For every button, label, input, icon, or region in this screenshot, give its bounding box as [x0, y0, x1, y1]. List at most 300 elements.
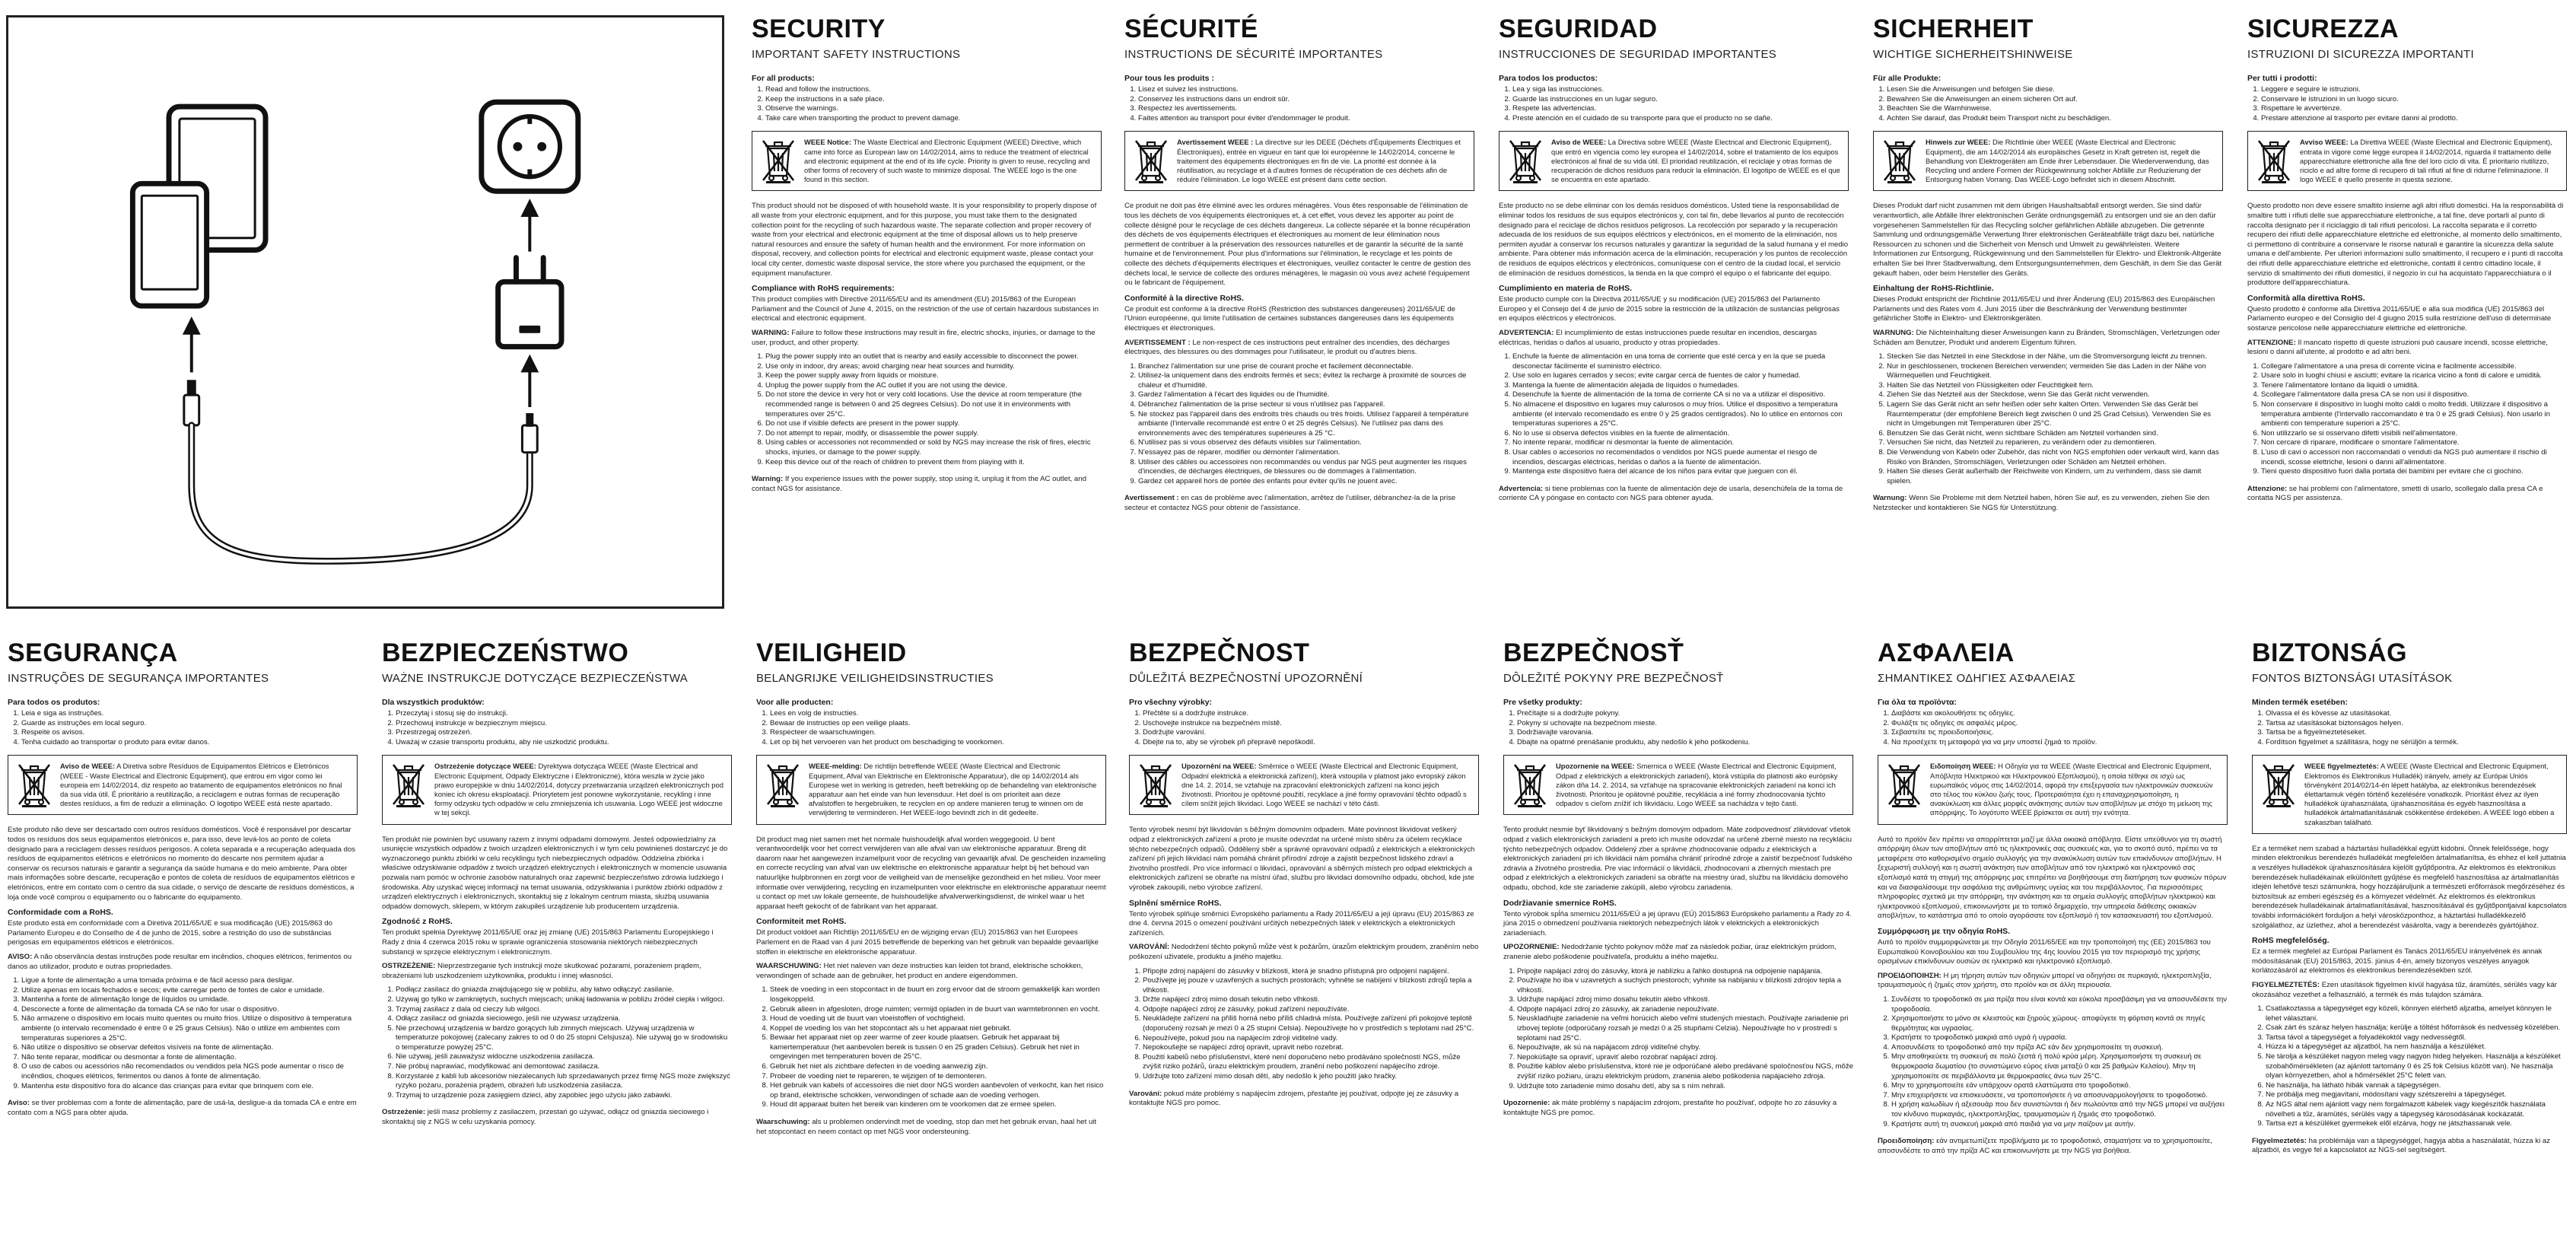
- list-item: 1. Branchez l'alimentation sur une prise de courant proche et facilement déconnectable.: [1138, 362, 1474, 372]
- warning-label: WARNING:: [752, 328, 790, 337]
- list-item: 1. Csatlakoztassa a tápegységet egy közeli, könnyen elérhető aljzatba, amelyet könnyen le lehet választani.: [2266, 1004, 2567, 1023]
- closing-warning-text: se tiver problemas com a fonte de alimentação, pare de usá-la, desligue-a da tomada CA e entre em contato com a NGS para obter ajuda.: [8, 1099, 357, 1117]
- arrow-up-icon: [520, 199, 539, 251]
- list-item: 8. Utiliser des câbles ou accessoires non recommandés ou vendus par NGS peut augmenter les risques d'incendies, de décharges électriques, de blessures ou de dommages à l'alimentation.: [1138, 458, 1474, 477]
- list-item: 1. Lea y siga las instrucciones.: [1512, 85, 1849, 95]
- warnings-list: [1499, 352, 1849, 477]
- disposal-paragraph: Dit product mag niet samen met het normale huishoudelijk afval worden weggegooid. U bent verantwoordelijk voor het correct verwijderen van alle afval van uw elektronische apparatuur. Breng dit daarom naar het aangewezen inzamelpunt voor de recycling van gevaarlijk afval. De gescheiden inzameling en correcte recycling van afval van uw elektrische en elektronische apparatuur helpt bij het behoud van natuurlijke hulpbronnen en zorgt voor de veiligheid van de menselijke gezondheid en het milieu. Voor meer informatie over verwijdering, recycling en inzamelpunten voor elektrische en elektronische apparatuur neemt u contact op met uw lokale gemeente, de huishoudelijke afvalverwerkingsdienst, de winkel waar u het apparaat heeft gekocht of de fabrikant van het apparaat.: [756, 835, 1106, 911]
- list-item: 7. Μην επιχειρήσετε να επισκευάσετε, να τροποποιήσετε ή να αποσυναρμολογήσετε το τροφοδοτικό.: [1891, 1091, 2228, 1101]
- weee-notice-label: Ostrzeżenie dotyczące WEEE:: [434, 762, 536, 771]
- warning-text: Le non-respect de ces instructions peut entraîner des incendies, des décharges électriques, des blessures ou des dommages pour l'utilisateur, le produit ou d'autres biens.: [1124, 338, 1450, 357]
- list-item: 7. Ne próbálja meg megjavítani, módosítani vagy szétszerelni a tápegységet.: [2266, 1090, 2567, 1100]
- list-item: 6. Non utilizzarlo se si osservano difetti visibili nell'alimentatore.: [2261, 429, 2567, 439]
- warning-text: Η μη τήρηση αυτών των οδηγιών μπορεί να οδηγήσει σε πυρκαγιά, ηλεκτροπληξία, τραυματισμούς ή ζημιές στον χρήστη, στο προϊόν και σε άλλη περιουσία.: [1878, 971, 2212, 990]
- list-item: 1. Připojte zdroj napájení do zásuvky v blízkosti, která je snadno přístupná pro odpojení napájení.: [1143, 967, 1479, 977]
- weee-notice-box: [2252, 755, 2567, 833]
- list-item: 2. Používajte ho iba v uzavretých a suchých priestoroch; vyhnite sa nabíjaniu v blízkosti zdrojov tepla a vlhkosti.: [1517, 976, 1853, 995]
- all-products-heading: Minden termék esetében:: [2252, 698, 2349, 707]
- crossed-bin-icon: [1881, 138, 1918, 183]
- warning-text: Nieprzestrzeganie tych instrukcji może skutkować pożarami, porażeniem prądem, obrażeniami lub uszkodzeniem użytkownika, produktu i innej własności.: [382, 962, 701, 980]
- list-item: 6. Nie używaj, jeśli zauważysz widoczne uszkodzenia zasilacza.: [396, 1052, 732, 1062]
- list-item: 2. Χρησιμοποιήστε το μόνο σε κλειστούς και ξηρούς χώρους· αποφύγετε τη φόρτιση κοντά σε πηγές θερμότητας και υγρασίας.: [1891, 1014, 2228, 1033]
- language-section-nl: [756, 638, 1106, 1231]
- rohs-heading: Cumplimiento en materia de RoHS.: [1499, 284, 1633, 294]
- list-item: 8. Usar cables o accesorios no recomendados o vendidos por NGS puede aumentar el riesgo de incendios, descargas eléctricas, heridas o daños a la fuente de alimentación.: [1512, 448, 1849, 467]
- warning-text: El incumplimiento de estas instrucciones puede resultar en incendios, descargas eléctricas, heridas o daños al usuario, producto y otras propiedades.: [1499, 328, 1818, 347]
- list-item: 2. Pokyny si uchovajte na bezpečnom mieste.: [1517, 719, 1853, 729]
- list-item: 2. Guarde as instruções em local seguro.: [21, 719, 358, 729]
- closing-warning-text: jeśli masz problemy z zasilaczem, przestań go używać, odłącz od gniazda sieciowego i skontaktuj się z NGS w celu uzyskania pomocy.: [382, 1108, 709, 1127]
- list-item: 7. N'essayez pas de réparer, modifier ou démonter l'alimentation.: [1138, 448, 1474, 458]
- list-item: 4. Take care when transporting the product to prevent damage.: [765, 114, 1102, 124]
- list-item: 2. Nur in geschlossenen, trockenen Bereichen verwenden; vermeiden Sie das Laden in der Nähe von Wärmequellen und Feuchtigkeit.: [1887, 362, 2223, 381]
- list-item: 2. Conservez les instructions dans un endroit sûr.: [1138, 95, 1474, 105]
- closing-warning-label: Varování:: [1129, 1089, 1162, 1098]
- list-item: 2. Uschovejte instrukce na bezpečném místě.: [1143, 719, 1479, 729]
- weee-notice-body: A WEEE (Waste Electrical and Electronic Equipment, Elektromos és Elektronikus Hulladék) irányelv, amely az Európai Uniós törvényként 2014/02/14-én lépett hatályba, az elektronikus berendezések élettartamuk végén történő kezelésére vonatkozik. Prioritást élvez az ilyen hulladékok újrahasználata, újrahasznosítása és egyéb hasznosítása a hulladékok ártalmatlanításának csökkentése érdekében. A WEEE logó ebben a szakaszban található.: [2304, 762, 2555, 826]
- weee-notice-text: [1930, 762, 2219, 817]
- weee-notice-text: [60, 762, 349, 808]
- list-item: 6. Ne használja, ha látható hibák vannak a tápegységen.: [2266, 1081, 2567, 1091]
- list-item: 5. Bewaar het apparaat niet op zeer warme of zeer koude plaatsen. Gebruik het apparaat bij kamertemperatuur (het aanbevolen bereik is tussen 0 en 25 graden Celsius). Gebruik het niet in omgevingen met temperaturen boven de 25°C.: [770, 1033, 1106, 1062]
- closing-warning-label: Waarschuwing:: [756, 1118, 810, 1127]
- list-item: 1. Plug the power supply into an outlet that is nearby and easily accessible to disconnect the power.: [765, 352, 1102, 362]
- weee-notice-label: WEEE-melding:: [809, 762, 862, 771]
- warnings-list: [1503, 967, 1853, 1092]
- all-products-list: [1499, 85, 1849, 123]
- rohs-paragraph: Questo prodotto è conforme alla Direttiva 2011/65/UE e alla sua modifica (UE) 2015/863 del Parlamento europeo e del Consiglio del 4 giugno 2015 sulla restrizione dell'uso di determinate sostanze pericolose nelle apparecchiature elettriche ed elettroniche.: [2247, 304, 2552, 333]
- list-item: 3. Gardez l'alimentation à l'écart des liquides ou de l'humidité.: [1138, 390, 1474, 400]
- all-products-list: [756, 709, 1106, 747]
- list-item: 3. Udržujte napájací zdroj mimo dosahu tekutín alebo vlhkosti.: [1517, 995, 1853, 1005]
- rohs-heading: Compliance with RoHS requirements:: [752, 284, 895, 294]
- disposal-paragraph: Tento výrobek nesmí být likvidován s běžným domovním odpadem. Máte povinnost likvidovat veškerý odpad z elektronických zařízení a proto je musíte odevzdat na určené místo sběru za účelem recyklace těchto nebezpečných odpadů. Oddělený sběr a správné opravování odpadů z elektrických a elektronických zařízení při jejich likvidaci nám pomáhá chránit přírodní zdroje a zajistit bezpečnost lidského zdraví a životního prostředí. Pro více informací o likvidaci, opravování a sběrných místech pro odpad elektrických a elektronických zařízení se obraťte na místní úřad, službu pro likvidaci domovního odpadu, obchod, kde jste výrobek zakoupili, nebo výrobce zařízení.: [1129, 826, 1475, 892]
- warning-text: Nedodržanie týchto pokynov môže mať za následok požiar, úraz elektrickým prúdom, zranenie alebo poškodenie používateľa, produktu a iného majetku.: [1503, 943, 1837, 961]
- warning-text: Nedodržení těchto pokynů může vést k požárům, úrazům elektrickým proudem, zraněním nebo poškození uživatele, produktu a jiného majetku.: [1129, 943, 1479, 961]
- list-item: 4. Fordítson figyelmet a szállításra, hogy ne sérüljön a termék.: [2266, 738, 2567, 748]
- list-item: 5. Non conservare il dispositivo in luoghi molto caldi o molto freddi. Utilizzare il dispositivo a temperatura ambiente (l'intervallo raccomandato è tra 0 e 25 gradi Celsius). Non usarlo in ambienti con temperature superiori a 25°C.: [2261, 400, 2567, 429]
- all-products-heading: Για όλα τα προϊόντα:: [1878, 698, 1957, 707]
- list-item: 8. Die Verwendung von Kabeln oder Zubehör, das nicht von NGS empfohlen oder verkauft wird, kann das Risiko von Bränden, Stromschlägen, Verletzungen oder Schäden am Netzteil erhöhen.: [1887, 448, 2223, 467]
- weee-notice-body: A Diretiva sobre Resíduos de Equipamentos Elétricos e Eletrónicos (WEEE - Waste Electrical and Electronic Equipment), que entrou em vigor como lei europeia em 14/02/2014, diz respeito ao tratamento de equipamentos eletrónicos no final da sua vida útil. É prioritário a reutilização, a reciclagem e outras formas de recuperação destes resíduos, a fim de reduzir a eliminação. O logotipo WEEE está neste apartado.: [60, 762, 342, 808]
- closing-warning: [1499, 485, 1849, 504]
- list-item: 5. Nie przechowuj urządzenia w bardzo gorących lub zimnych miejscach. Używaj urządzenia w temperaturze pokojowej (zalecany zakres to od 0 do 25 stopni Celsjusza). Nie używaj go w środowisku o temperaturze powyżej 25°C.: [396, 1024, 732, 1053]
- list-item: 5. Lagern Sie das Gerät nicht an sehr heißen oder sehr kalten Orten. Verwenden Sie das Gerät bei Raumtemperatur (der empfohlene Bereich liegt zwischen 0 und 25 Grad Celsius). Verwenden Sie es nicht in Umgebungen mit Temperaturen über 25°C.: [1887, 400, 2223, 429]
- weee-notice-body: Směrnice o WEEE (Waste Electrical and Electronic Equipment, Odpadní elektrická a elektronická zařízení), která vstoupila v platnost jako evropský zákon dne 14. 2. 2014, se vztahuje na zpracování elektronických zařízení na konci jejich životnosti. Prioritou je opětovné použití, recyklace a jiné formy opravování těchto odpadů s cílem snížit jejich likvidaci. Logo WEEE se nachází v této části.: [1181, 762, 1467, 808]
- closing-warning: [382, 1108, 732, 1127]
- list-item: 4. Preste atención en el cuidado de su transporte para que el producto no se dañe.: [1512, 114, 1849, 124]
- list-item: 7. Non cercare di riparare, modificare o smontare l'alimentatore.: [2261, 438, 2567, 448]
- warning-paragraph: [2247, 339, 2567, 358]
- closing-warning-text: si tiene problemas con la fuente de alimentación deje de usarla, desenchúfela de la toma de corriente CA y póngase en contacto con NGS para obtener ayuda.: [1499, 484, 1843, 503]
- list-item: 4. Desconecte a fonte de alimentação da tomada CA se não for usar o dispositivo.: [21, 1005, 358, 1015]
- list-item: 1. Przeczytaj i stosuj się do instrukcji.: [396, 709, 732, 719]
- warning-text: Failure to follow these instructions may result in fire, electric shocks, injuries, or damage to the user, product, and other property.: [752, 328, 1096, 347]
- connection-diagram: [6, 15, 724, 609]
- section-title: SEGURANÇA: [8, 638, 178, 667]
- weee-notice-label: Avviso WEEE:: [2300, 138, 2349, 147]
- section-subtitle: INSTRUCCIONES DE SEGURIDAD IMPORTANTES: [1499, 48, 1777, 61]
- list-item: 2. Guarde las instrucciones en un lugar seguro.: [1512, 95, 1849, 105]
- list-item: 1. Διαβάστε και ακολουθήστε τις οδηγίες.: [1891, 709, 2228, 719]
- list-item: 3. Beachten Sie die Warnhinweise.: [1887, 104, 2223, 114]
- list-item: 1. Lees en volg de instructies.: [770, 709, 1106, 719]
- warning-paragraph: [1124, 339, 1474, 358]
- list-item: 2. Gebruik alleen in afgesloten, droge ruimten; vermijd opladen in de buurt van warmtebronnen en vocht.: [770, 1005, 1106, 1015]
- closing-warning-text: se hai problemi con l'alimentatore, smetti di usarlo, scollegalo dalla presa CA e contatta NGS per assistenza.: [2247, 484, 2543, 503]
- closing-warning-label: Warnung:: [1873, 494, 1907, 503]
- list-item: 9. Tieni questo dispositivo fuori dalla portata dei bambini per evitare che ci giochino.: [2261, 467, 2567, 477]
- warning-label: ATTENZIONE:: [2247, 338, 2296, 347]
- warnings-list: [1124, 362, 1474, 487]
- list-item: 4. Unplug the power supply from the AC outlet if you are not using the device.: [765, 381, 1102, 391]
- charger-icon: [498, 258, 561, 347]
- all-products-list: [1129, 709, 1479, 747]
- closing-warning: [1124, 494, 1474, 513]
- all-products-list: [2252, 709, 2567, 747]
- closing-warning: [1873, 494, 2223, 513]
- list-item: 4. Dbejte na to, aby se výrobek při přepravě nepoškodil.: [1143, 738, 1479, 748]
- list-item: 4. Odpojte napájací zdroj zo zásuvky, ak zariadenie nepoužívate.: [1517, 1005, 1853, 1015]
- list-item: 2. Use only in indoor, dry areas; avoid charging near heat sources and humidity.: [765, 362, 1102, 372]
- closing-warning-label: Προειδοποίηση:: [1878, 1137, 1935, 1146]
- weee-notice-text: [804, 138, 1093, 184]
- list-item: 9. Κρατήστε αυτή τη συσκευή μακριά από παιδιά για να μην παίζουν με αυτήν.: [1891, 1120, 2228, 1130]
- warning-text: Il mancato rispetto di queste istruzioni può causare incendi, scosse elettriche, lesioni o danni all'utente, al prodotto e ad altri beni.: [2247, 338, 2548, 357]
- list-item: 5. Não armazene o dispositivo em locais muito quentes ou muito frios. Utilize o dispositivo à temperatura ambiente (o intervalo recomendado é entre 0 e 25 graus Celsius). Não o utilize em ambientes com temperaturas superiores a 25°C.: [21, 1014, 358, 1043]
- section-subtitle: INSTRUÇÕES DE SEGURANÇA IMPORTANTES: [8, 672, 269, 685]
- rohs-heading: Conformité à la directive RoHS.: [1124, 293, 1244, 303]
- list-item: 3. Trzymaj zasilacz z dala od cieczy lub wilgoci.: [396, 1005, 732, 1015]
- warning-paragraph: [1873, 329, 2223, 348]
- all-products-heading: For all products:: [752, 74, 815, 83]
- language-section-el: [1878, 638, 2228, 1231]
- all-products-list: [1873, 85, 2223, 123]
- list-item: 3. Keep the power supply away from liquids or moisture.: [765, 371, 1102, 381]
- crossed-bin-icon: [2260, 762, 2297, 807]
- rohs-paragraph: Este producto cumple con la Directiva 2011/65/UE y su modificación (UE) 2015/863 del Parlamento Europeo y el Consejo del 4 de junio de 2015 sobre la restricción de la utilización de sustancias peligrosas en equipos eléctricos y electrónicos.: [1499, 295, 1840, 323]
- list-item: 2. Bewaar de instructies op een veilige plaats.: [770, 719, 1106, 729]
- list-item: 2. Utilize apenas em locais fechados e secos; evite carregar perto de fontes de calor e umidade.: [21, 986, 358, 996]
- section-title: SICHERHEIT: [1873, 14, 2034, 43]
- list-item: 8. L'uso di cavi o accessori non raccomandati o venduti da NGS può aumentare il rischio di incendi, scosse elettriche, lesioni o danni all'alimentatore.: [2261, 448, 2567, 467]
- list-item: 3. Respecteer de waarschuwingen.: [770, 728, 1106, 738]
- warnings-list: [1878, 995, 2228, 1129]
- list-item: 2. Utilisez-la uniquement dans des endroits fermés et secs; évitez la recharge à proximité de sources de chaleur et d'humidité.: [1138, 371, 1474, 390]
- list-item: 3. Držte napájecí zdroj mimo dosah tekutin nebo vlhkosti.: [1143, 995, 1479, 1005]
- weee-notice-body: La Direttiva WEEE (Waste Electrical and Electronic Equipment), entrata in vigore come legge europea il 14/02/2014, riguarda il trattamento delle apparecchiature elettroniche alla fine del loro ciclo di vita. È prioritario riutilizzo, riciclo e ad altre forme di recupero di tali rifiuti al fine di ridurne l'eliminazione. Il logo WEEE è quello presente in questa sezione.: [2300, 138, 2552, 184]
- list-item: 8. Using cables or accessories not recommended or sold by NGS may increase the risk of fires, electric shocks, injuries, or damage to the power supply.: [765, 438, 1102, 457]
- warning-paragraph: [1878, 972, 2228, 991]
- rohs-paragraph: Dit product voldoet aan Richtlijn 2011/65/EU en de wijziging ervan (EU) 2015/863 van het Europees Parlement en de Raad van 4 juni 2015 betreffende de beperking van het gebruik van bepaalde gevaarlijke stoffen in elektrische en elektronische apparatuur.: [756, 928, 1099, 956]
- disposal-paragraph: This product should not be disposed of with household waste. It is your responsibility to properly dispose of all waste from your electronic equipment, and for this purpose, you must take them to the designated collection point for the recycling of such hazardous waste. The separate collection and proper recovery of waste from your electrical and electronic equipment at the time of disposal allows us to help preserve natural resources and ensure the safety of human health and the environment. For more information on disposal, recovery, and collection points for electrical and electronic equipment waste, please contact your local city center, domestic waste disposal service, the store where you purchased the equipment, or the equipment manufacturer.: [752, 202, 1097, 278]
- section-title: BIZTONSÁG: [2252, 638, 2408, 667]
- rohs-heading: RoHS megfelelőség.: [2252, 936, 2330, 946]
- closing-warning: [2252, 1137, 2567, 1156]
- weee-notice-body: Die Richtlinie über WEEE (Waste Electrical and Electronic Equipment), die am 14/02/2014 als europäisches Gesetz in Kraft getreten ist, regelt die Behandlung von Elektrogeräten am Ende ihrer Lebensdauer. Die Wiederverwendung, das Recycling und andere Formen der Rückgewinnung solcher Abfälle zur Reduzierung der Entsorgung haben Vorrang. Das WEEE-Logo befindet sich in diesem Abschnitt.: [1926, 138, 2209, 184]
- all-products-list: [1124, 85, 1474, 123]
- weee-notice-box: [756, 755, 1106, 824]
- wall-socket-icon: [482, 102, 578, 191]
- list-item: 6. Μην το χρησιμοποιείτε εάν υπάρχουν ορατά ελαττώματα στο τροφοδοτικό.: [1891, 1081, 2228, 1091]
- section-title: BEZPEČNOST: [1129, 638, 1310, 667]
- warnings-list: [1129, 967, 1479, 1082]
- language-section-hu: [2252, 638, 2567, 1231]
- weee-notice-label: Hinweis zur WEEE:: [1926, 138, 1991, 147]
- warnings-list: [2252, 1004, 2567, 1129]
- list-item: 3. Tartsa be a figyelmeztetéseket.: [2266, 728, 2567, 738]
- warnings-list: [1873, 352, 2223, 486]
- list-item: 6. No lo use si observa defectos visibles en la fuente de alimentación.: [1512, 429, 1849, 439]
- list-item: 4. Dbajte na opatrné prenášanie produktu, aby nedošlo k jeho poškodeniu.: [1517, 738, 1853, 748]
- list-item: 8. Az NGS által nem ajánlott vagy nem forgalmazott kábelek vagy kiegészítők használata növelheti a tűz, áramütés, sérülés vagy a tápegység károsodásának kockázatát.: [2266, 1100, 2567, 1119]
- list-item: 6. N'utilisez pas si vous observez des défauts visibles sur l'alimentation.: [1138, 438, 1474, 448]
- closing-warning-text: pokud máte problémy s napájecím zdrojem, přestaňte jej používat, odpojte jej ze zásuvky a kontaktujte NGS pro pomoc.: [1129, 1089, 1459, 1108]
- all-products-list: [2247, 85, 2567, 123]
- list-item: 7. Não tente reparar, modificar ou desmontar a fonte de alimentação.: [21, 1053, 358, 1063]
- weee-notice-box: [1873, 131, 2223, 191]
- weee-notice-text: [1551, 138, 1840, 184]
- list-item: 9. Gardez cet appareil hors de portée des enfants pour éviter qu'ils ne jouent avec.: [1138, 477, 1474, 487]
- crossed-bin-icon: [1137, 762, 1174, 807]
- list-item: 4. Prestare attenzione al trasporto per evitare danni al prodotto.: [2261, 114, 2567, 124]
- weee-notice-body: La Directiva sobre WEEE (Waste Electrical and Electronic Equipment), que entró en vigencia como ley europea el 14/02/2014, sobre el tratamiento de los equipos electrónicos al final de su vida útil. El prioridad reutilización, el reciclaje y otras formas de recuperación de dichos residuos para reducir la eliminación. El logotipo de WEEE es el que se encuentra en este apartado.: [1551, 138, 1840, 184]
- all-products-list: [1503, 709, 1853, 747]
- list-item: 1. Leia e siga as instruções.: [21, 709, 358, 719]
- list-item: 9. Mantenha este dispositivo fora do alcance das crianças para evitar que brinquem com ele.: [21, 1082, 358, 1092]
- list-item: 9. Houd dit apparaat buiten het bereik van kinderen om te voorkomen dat ze ermee spelen.: [770, 1100, 1106, 1110]
- section-subtitle: WICHTIGE SICHERHEITSHINWEISE: [1873, 48, 2073, 61]
- list-item: 3. Dodržiavajte varovania.: [1517, 728, 1853, 738]
- rohs-paragraph: Dieses Produkt entspricht der Richtlinie 2011/65/EU und ihrer Änderung (EU) 2015/863 des Europäischen Parlaments und des Rates vom 4. Juni 2015 über die Beschränkung der Verwendung bestimmter gefährlicher Stoffe in Elektro- und Elektronikgeräten.: [1873, 295, 2215, 323]
- list-item: 2. Use solo en lugares cerrados y secos; evite cargar cerca de fuentes de calor y humedad.: [1512, 371, 1849, 381]
- list-item: 1. Prečítajte si a dodržujte pokyny.: [1517, 709, 1853, 719]
- weee-notice-box: [8, 755, 358, 815]
- section-subtitle: ISTRUZIONI DI SICUREZZA IMPORTANTI: [2247, 48, 2474, 61]
- list-item: 3. Tenere l'alimentatore lontano da liquidi o umidità.: [2261, 381, 2567, 391]
- rohs-paragraph: This product complies with Directive 2011/65/EU and its amendment (EU) 2015/863 of the European Parliament and the Council of June 4, 2015, on the restriction of the use of certain hazardous substances in electrical and electronic equipment.: [752, 295, 1099, 323]
- rohs-paragraph: Tento výrobek splňuje směrnici Evropského parlamentu a Rady 2011/65/EU a její úpravu (EU) 2015/863 ze dne 4. června 2015 o omezení používání určitých nebezpečných látek v elektrických a elektronických zařízeních.: [1129, 909, 1474, 937]
- all-products-heading: Dla wszystkich produktów:: [382, 698, 485, 707]
- closing-warning-label: Attenzione:: [2247, 484, 2288, 493]
- list-item: 4. Odpojte napájecí zdroj ze zásuvky, pokud zařízení nepoužíváte.: [1143, 1005, 1479, 1015]
- rohs-heading: Conformidade com a RoHS.: [8, 908, 113, 918]
- closing-warning: [2247, 485, 2567, 504]
- warnings-list: [382, 985, 732, 1100]
- list-item: 4. Koppel de voeding los van het stopcontact als u het apparaat niet gebruikt.: [770, 1024, 1106, 1034]
- section-title: SEGURIDAD: [1499, 14, 1658, 43]
- closing-warning-text: Wenn Sie Probleme mit dem Netzteil haben, hören Sie auf, es zu verwenden, ziehen Sie den Netzstecker und kontaktieren Sie NGS für Unterstützung.: [1873, 494, 2210, 513]
- weee-notice-box: [1499, 131, 1849, 191]
- rohs-paragraph: Este produto está em conformidade com a Diretiva 2011/65/UE e sua modificação (UE) 2015/863 do Parlamento Europeu e do Conselho de 4 de junho de 2015, sobre a restrição do uso de substâncias perigosas em equipamentos elétricos e eletrónicos.: [8, 919, 332, 947]
- warnings-list: [752, 352, 1102, 467]
- weee-notice-body: The Waste Electrical and Electronic Equipment (WEEE) Directive, which came into force as European law on 14/02/2014, aims to reduce the treatment of electrical and electronic equipment at the end of its life cycle. Priority is given to reuse, recycling and other forms of recovery of such waste to minimize disposal. The WEEE logo is the one found in this section.: [804, 138, 1090, 184]
- all-products-heading: Para todos os produtos:: [8, 698, 100, 707]
- language-section-sk: [1503, 638, 1853, 1231]
- weee-notice-label: Ειδοποίηση WEEE:: [1930, 762, 1996, 771]
- list-item: 1. Lesen Sie die Anweisungen und befolgen Sie diese.: [1887, 85, 2223, 95]
- all-products-heading: Pour tous les produits :: [1124, 74, 1214, 83]
- list-item: 9. Keep this device out of the reach of children to prevent them from playing with it.: [765, 458, 1102, 468]
- weee-notice-label: Aviso de WEEE:: [1551, 138, 1607, 147]
- list-item: 8. Použití kabelů nebo příslušenství, které není doporučeno nebo prodáváno společností NGS, může zvýšit riziko požárů, úrazu elektrickým proudem, zranění nebo poškození napájecího zdroje.: [1143, 1053, 1479, 1072]
- section-title: BEZPIECZEŃSTWO: [382, 638, 629, 667]
- section-subtitle: INSTRUCTIONS DE SÉCURITÉ IMPORTANTES: [1124, 48, 1383, 61]
- list-item: 1. Steek de voeding in een stopcontact in de buurt en zorg ervoor dat de stroom gemakkelijk kan worden losgekoppeld.: [770, 985, 1106, 1004]
- language-section-de: [1873, 14, 2223, 607]
- list-item: 3. Respeite os avisos.: [21, 728, 358, 738]
- list-item: 4. Faites attention au transport pour éviter d'endommager le produit.: [1138, 114, 1474, 124]
- list-item: 4. Αποσυνδέστε το τροφοδοτικό από την πρίζα AC εάν δεν χρησιμοποιείτε τη συσκευή.: [1891, 1043, 2228, 1053]
- rohs-paragraph: Ce produit est conforme à la directive RoHS (Restriction des substances dangereuses) 2011/65/UE de l'Union européenne, qui limite l'utilisation de certaines substances dangereuses dans les équipements électriques et électroniques.: [1124, 304, 1455, 333]
- warning-label: OSTRZEŻENIE:: [382, 962, 436, 971]
- list-item: 1. Συνδέστε το τροφοδοτικό σε μια πρίζα που είναι κοντά και εύκολα προσβάσιμη για να αποσυνδέσετε την τροφοδοσία.: [1891, 995, 2228, 1014]
- rohs-paragraph: Ten produkt spełnia Dyrektywę 2011/65/UE oraz jej zmianę (UE) 2015/863 Parlamentu Europejskiego i Rady z dnia 4 czerwca 2015 roku w sprawie ograniczenia stosowania niektórych niebezpiecznych substancji w sprzęcie elektrycznym i elektronicznym.: [382, 928, 714, 956]
- closing-warning: [1878, 1137, 2228, 1156]
- closing-warning-label: Avertissement :: [1124, 494, 1179, 503]
- list-item: 1. Stecken Sie das Netzteil in eine Steckdose in der Nähe, um die Stromversorgung leicht zu trennen.: [1887, 352, 2223, 362]
- list-item: 6. Não utilize o dispositivo se observar defeitos visíveis na fonte de alimentação.: [21, 1043, 358, 1053]
- warning-label: ADVERTENCIA:: [1499, 328, 1554, 337]
- list-item: 1. Lisez et suivez les instructions.: [1138, 85, 1474, 95]
- list-item: 5. Ne tárolja a készüléket nagyon meleg vagy nagyon hideg helyeken. Használja a készüléket szobahőmérsékleten (az ajánlott tartomány 0 és 25 fok Celsius között van). Ne használja olyan környezetben, ahol a hőmérséklet 25°C felett van.: [2266, 1052, 2567, 1081]
- list-item: 4. Scollegare l'alimentatore dalla presa CA se non usi il dispositivo.: [2261, 390, 2567, 400]
- warning-label: AVISO:: [8, 952, 33, 961]
- disposal-paragraph: Ez a terméket nem szabad a háztartási hulladékkal együtt kidobni. Önnek felelőssége, hogy minden elektronikus berendezés hulladékát megfelelően ártalmatlanítsa, és ehhez el kell juttatnia a veszélyes hulladékok újrahasznosítására kijelölt gyűjtőpontra. Az elektromos és elektronikus berendezések hulladékainak elkülönített gyűjtése és megfelelő hasznosítása az ártalmatlanítás idején lehetővé teszi számunkra, hogy hozzájáruljunk a természeti erőforrások megőrzéséhez és biztosítsuk az emberi egészség és a környezet védelmét. Az elektromos és elektronikus berendezések hulladékainak ártalmatlanításával, hasznosításával és gyűjtőpontjaival kapcsolatos további információkért forduljon a helyi városközponthoz, a háztartási hulladékkezelő szolgálathoz, az üzlethez, ahol a berendezést vásárolta, vagy a berendezés gyártójához.: [2252, 844, 2567, 930]
- closing-warning-label: Warning:: [752, 475, 784, 484]
- closing-warning: [752, 475, 1102, 494]
- crossed-bin-icon: [1133, 138, 1169, 183]
- disposal-paragraph: Αυτό το προϊόν δεν πρέπει να απορρίπτεται μαζί με άλλα οικιακά απόβλητα. Είστε υπεύθυνοι για τη σωστή απόρριψη όλων των αποβλήτων από τις ηλεκτρονικές σας συσκευές και, για το σκοπό αυτό, πρέπει να τα μεταφέρετε στο καθορισμένο σημείο συλλογής για την ανακύκλωση αυτών των επικίνδυνων αποβλήτων. Η ξεχωριστή συλλογή και η σωστή ανάκτηση των αποβλήτων από τον ηλεκτρικό και ηλεκτρονικό σας εξοπλισμό κατά τη στιγμή της απόρριψης μας επιτρέπει να βοηθήσουμε στη διατήρηση των φυσικών πόρων και να διασφαλίσουμε την ασφάλεια της ανθρώπινης υγείας και του περιβάλλοντος. Για περισσότερες πληροφορίες σχετικά με την απόρριψη, την ανάκτηση και τα σημεία συλλογής αποβλήτων ηλεκτρικού και ηλεκτρονικού εξοπλισμού, επικοινωνήστε με το τοπικό δημαρχείο, την υπηρεσία διάθεσης οικιακών αποβλήτων, το κατάστημα από το οποίο αγοράσατε τον εξοπλισμό ή τον κατασκευαστή του εξοπλισμού.: [1878, 835, 2227, 921]
- list-item: 7. No intente reparar, modificar ni desmontar la fuente de alimentación.: [1512, 438, 1849, 448]
- list-item: 3. Halten Sie das Netzteil von Flüssigkeiten oder Feuchtigkeit fern.: [1887, 381, 2223, 391]
- list-item: 2. Przechowuj instrukcje w bezpiecznym miejscu.: [396, 719, 732, 729]
- list-item: 3. Σεβαστείτε τις προειδοποιήσεις.: [1891, 728, 2228, 738]
- weee-notice-box: [1124, 131, 1474, 191]
- all-products-list: [382, 709, 732, 747]
- disposal-paragraph: Ten produkt nie powinien być usuwany razem z innymi odpadami domowymi. Jesteś odpowiedzialny za usunięcie wszystkich odpadów z twoich urządzeń elektronicznych i w tym celu powinieneś dostarczyć je do wyznaczonego punktu zbiórki w celu recyklingu tych niebezpiecznych odpadów. Oddzielna zbiórka i właściwe odzyskiwanie odpadów z twoich urządzeń elektrycznych i elektronicznych w momencie usuwania pozwala nam pomóc w ochronie zasobów naturalnych oraz zapewnić bezpieczeństwo zdrowia ludzkiego i środowiska. Aby uzyskać więcej informacji na temat usuwania, odzyskiwania i punktów zbiórki odpadów z urządzeń elektrycznych i elektronicznych, skontaktuj się z lokalnym centrum miasta, służbą usuwania odpadów domowych, sklepem, w którym zakupiłeś urządzenie lub producentem urządzenia.: [382, 835, 728, 911]
- weee-notice-label: Upozornění na WEEE:: [1181, 762, 1257, 771]
- list-item: 6. Nepoužívajte, ak sú na napájacom zdroji viditeľné chyby.: [1517, 1043, 1853, 1053]
- all-products-heading: Für alle Produkte:: [1873, 74, 1942, 83]
- list-item: 9. Halten Sie dieses Gerät außerhalb der Reichweite von Kindern, um zu verhindern, dass sie damit spielen.: [1887, 467, 2223, 486]
- list-item: 9. Udržujte toto zařízení mimo dosah dětí, aby nedošlo k jeho použití jako hračky.: [1143, 1072, 1479, 1082]
- crossed-bin-icon: [760, 138, 797, 183]
- section-subtitle: WAŻNE INSTRUKCJE DOTYCZĄCE BEZPIECZEŃSTWA: [382, 672, 689, 685]
- list-item: 8. Η χρήση καλωδίων ή αξεσουάρ που δεν συνιστώνται ή δεν πωλούνται από την NGS μπορεί να αυξήσει τον κίνδυνο πυρκαγιάς, ηλεκτροπληξίας, τραυματισμών ή ζημιάς στο τροφοδοτικό.: [1891, 1100, 2228, 1119]
- weee-notice-body: Dyrektywa dotycząca WEEE (Waste Electrical and Electronic Equipment, Odpady Elektryczne i Elektroniczne), która weszła w życie jako prawo europejskie w dniu 14/02/2014, dotyczy przetwarzania urządzeń elektronicznych pod koniec ich okresu eksploatacji. Priorytetem jest ponowne wykorzystanie, recykling i inne formy odzysku tych odpadów w celu zmniejszenia ich usuwania. Logo WEEE jest widoczne w tej sekcji.: [434, 762, 724, 817]
- list-item: 4. Húzza ki a tápegységet az aljzatból, ha nem használja a készüléket.: [2266, 1042, 2567, 1052]
- section-subtitle: ΣΗΜΑΝΤΙΚΕΣ ΟΔΗΓΙΕΣ ΑΣΦΑΛΕΙΑΣ: [1878, 672, 2076, 685]
- list-item: 9. Tartsa ezt a készüléket gyermekek elől elzárva, hogy ne játszhassanak vele.: [2266, 1119, 2567, 1129]
- closing-warning-label: Advertencia:: [1499, 484, 1544, 493]
- disposal-paragraph: Ce produit ne doit pas être éliminé avec les ordures ménagères. Vous êtes responsable de l'élimination de tous les déchets de vos équipements électroniques et, à cet effet, vous devez les apporter au point de collecte désigné pour le recyclage de ces déchets dangereux. La collecte séparée et la bonne récupération des déchets de vos équipements électriques et électroniques au moment de leur élimination nous permettent de contribuer à la préservation des ressources naturelles et de garantir la sécurité de la santé humaine et de l'environnement. Pour plus d'informations sur l'élimination, le recyclage et les points de collecte des déchets d'équipements électriques et électroniques, veuillez contacter le centre de gestion des déchets local, le service de collecte des ordures ménagères, le magasin où vous avez acheté l'équipement ou le fabricant de l'équipement.: [1124, 202, 1471, 288]
- list-item: 7. Nie próbuj naprawiać, modyfikować ani demontować zasilacza.: [396, 1062, 732, 1072]
- disposal-paragraph: Este producto no se debe eliminar con los demás residuos domésticos. Usted tiene la responsabilidad de eliminar todos los residuos de sus equipos electrónicos y, con tal fin, debe llevarlos al punto de recolección designado para el reciclaje de dichos residuos peligrosos. La recolección por separado y la recuperación adecuada de los residuos de sus equipos eléctricos y electrónicos, en el momento de la eliminación, nos permiten ayudar a conservar los recursos naturales y garantizar la seguridad de la salud humana y el medio ambiente. Para obtener más información acerca de la eliminación, recuperación y los puntos de recolección de residuos de equipos eléctricos y electrónicos, comuníquese con el centro de la ciudad local, el servicio de eliminación de residuos domésticos, la tienda en la que compró el equipo o el fabricante del equipo.: [1499, 202, 1849, 278]
- cable-connector-icon: [522, 413, 537, 453]
- list-item: 5. Do not store the device in very hot or very cold locations. Use the device at room temperature (the recommended range is between 0 and 25 degrees Celsius). Do not use it in environments with temperatures over 25°C.: [765, 390, 1102, 419]
- list-item: 8. Použitie káblov alebo príslušenstva, ktoré nie je odporúčané alebo predávané spoločnosťou NGS, môže zvýšiť riziko požiaru, úrazu elektrickým prúdom, zranenia alebo poškodenia napájacieho zdroja.: [1517, 1062, 1853, 1081]
- section-subtitle: DÔLEŽITÉ POKYNY PRE BEZPEČNOSŤ: [1503, 672, 1724, 685]
- language-section-en: [752, 14, 1102, 607]
- weee-notice-label: WEEE Notice:: [804, 138, 851, 147]
- weee-notice-text: [2300, 138, 2559, 184]
- section-subtitle: DŮLEŽITÁ BEZPEČNOSTNÍ UPOZORNĚNÍ: [1129, 672, 1363, 685]
- warnings-list: [756, 985, 1106, 1110]
- list-item: 5. Neukládejte zařízení na příliš horná nebo příliš chladná místa. Používejte zařízení při pokojové teplotě (doporučený rozsah je mezi 0 a 25 stupni Celsia). Nepoužívejte ho v prostředích s teplotami nad 25°C.: [1143, 1014, 1479, 1033]
- language-section-cs: [1129, 638, 1479, 1231]
- list-item: 3. Respete las advertencias.: [1512, 104, 1849, 114]
- list-item: 5. Neuskladňujte zariadenie na veľmi horúcich alebo veľmi studených miestach. Používajte zariadenie pri izbovej teplote (odporúčaný rozsah je medzi 0 a 25 stupňami Celzia). Nepoužívajte ho v prostredí s teplotami nad 25°C.: [1517, 1014, 1853, 1043]
- rohs-heading: Zgodność z RoHS.: [382, 917, 453, 927]
- language-section-it: [2247, 14, 2567, 607]
- list-item: 4. Desenchufe la fuente de alimentación de la toma de corriente CA si no va a utilizar el dispositivo.: [1512, 390, 1849, 400]
- list-item: 5. Μην αποθηκεύετε τη συσκευή σε πολύ ζεστά ή πολύ κρύα μέρη. Χρησιμοποιήστε τη συσκευή σε θερμοκρασία δωματίου (το συνιστώμενο εύρος είναι μεταξύ 0 και 25 βαθμών Κελσίου). Μην τη χρησιμοποιείτε σε περιβάλλοντα με θερμοκρασίες άνω των 25°C.: [1891, 1052, 2228, 1081]
- crossed-bin-icon: [2256, 138, 2292, 183]
- crossed-bin-icon: [765, 762, 801, 807]
- weee-notice-body: Η Οδηγία για τα WEEE (Waste Electrical and Electronic Equipment, Απόβλητα Ηλεκτρικού και Ηλεκτρονικού Εξοπλισμού), η οποία τέθηκε σε ισχύ ως ευρωπαϊκός νόμος στις 14/02/2014, αφορά την επεξεργασία των ηλεκτρονικών συσκευών στο τέλος του κύκλου ζωής τους. Προτεραιότητα έχει η επαναχρησιμοποίηση, η ανακύκλωση και άλλες μορφές ανάκτησης αυτών των αποβλήτων με στόχο τη μείωση της απόρριψης. Το λογότυπο WEEE βρίσκεται σε αυτή την ενότητα.: [1930, 762, 2213, 817]
- weee-notice-label: WEEE figyelmeztetés:: [2304, 762, 2379, 771]
- disposal-paragraph: Questo prodotto non deve essere smaltito insieme agli altri rifiuti domestici. Ha la responsabilità di smaltire tutti i rifiuti delle sue apparecchiature elettroniche, a tal fine, deve portarli al punto di raccolta designato per il riciclaggio di tali rifiuti pericolosi. La raccolta separata e il corretto recupero dei rifiuti delle apparecchiature elettriche ed elettroniche, al momento dello smaltimento, ci permettono di contribuire a conservare le risorse naturali e garantire la sicurezza della salute umana e dell'ambiente. Per ulteriori informazioni sullo smaltimento, il recupero e i punti di raccolta dei rifiuti delle apparecchiature elettriche ed elettroniche, contatti il centro cittadino locale, il servizio di smaltimento dei rifiuti domestici, il negozio in cui ha acquistato l'apparecchiatura o il produttore dell'apparecchiatura.: [2247, 202, 2564, 288]
- list-item: 4. Achten Sie darauf, das Produkt beim Transport nicht zu beschädigen.: [1887, 114, 2223, 124]
- weee-notice-label: Avertissement WEEE :: [1177, 138, 1254, 147]
- list-item: 4. Odłącz zasilacz od gniazda sieciowego, jeśli nie używasz urządzenia.: [396, 1014, 732, 1024]
- list-item: 5. No almacene el dispositivo en lugares muy calurosos o muy fríos. Utilice el dispositivo a temperatura ambiente (el intervalo recomendado es entre 0 y 25 grados centígrados). No lo utilice en entornos con temperaturas superiores a 25°C.: [1512, 400, 1849, 429]
- list-item: 3. Mantenga la fuente de alimentación alejada de líquidos o humedades.: [1512, 381, 1849, 391]
- list-item: 3. Tartsa távol a tápegységet a folyadékoktól vagy nedvességtől.: [2266, 1033, 2567, 1043]
- crossed-bin-icon: [390, 762, 427, 807]
- section-subtitle: FONTOS BIZTONSÁGI UTASÍTÁSOK: [2252, 672, 2453, 685]
- crossed-bin-icon: [1512, 762, 1548, 807]
- list-item: 8. Korzystanie z kabli lub akcesoriów niezalecanych lub sprzedawanych przez firmę NGS może zwiększyć ryzyko pożaru, porażenia prądem, obrażeń lub uszkodzenia zasilacza.: [396, 1072, 732, 1091]
- list-item: 2. Φυλάξτε τις οδηγίες σε ασφαλές μέρος.: [1891, 719, 2228, 729]
- warning-label: AVERTISSEMENT :: [1124, 338, 1191, 347]
- list-item: 7. Nepokúšajte sa opraviť, upraviť alebo rozobrať napájací zdroj.: [1517, 1053, 1853, 1063]
- rohs-paragraph: Ez a termék megfelel az Európai Parlament és Tanács 2011/65/EU irányelvének és annak módosításának (EU) 2015/863, 2015. június 4-én, amely bizonyos veszélyes anyagok korlátozásáról az elektromos és elektronikus berendezésekben szól.: [2252, 947, 2543, 976]
- list-item: 1. Olvassa el és kövesse az utasításokat.: [2266, 709, 2567, 719]
- list-item: 9. Udržujte toto zariadenie mimo dosahu detí, aby sa s ním nehrali.: [1517, 1082, 1853, 1092]
- section-title: SÉCURITÉ: [1124, 14, 1258, 43]
- list-item: 4. Débranchez l'alimentation de la prise secteur si vous n'utilisez pas l'appareil.: [1138, 400, 1474, 410]
- warning-label: VAROVÁNÍ:: [1129, 943, 1170, 952]
- list-item: 4. Let op bij het vervoeren van het product om beschadiging te voorkomen.: [770, 738, 1106, 748]
- closing-warning-text: als u problemen ondervindt met de voeding, stop dan met het gebruik ervan, haal het uit het stopcontact en neem contact op met NGS voor ondersteuning.: [756, 1118, 1097, 1136]
- list-item: 2. Tartsa az utasításokat biztonságos helyen.: [2266, 719, 2567, 729]
- weee-notice-text: [1556, 762, 1845, 808]
- list-item: 7. Versuchen Sie nicht, das Netzteil zu reparieren, zu verändern oder zu demontieren.: [1887, 438, 2223, 448]
- warning-text: Die Nichteinhaltung dieser Anweisungen kann zu Bränden, Stromschlägen, Verletzungen oder Schäden am Benutzer, Produkt und anderem Eigentum führen.: [1873, 328, 2220, 347]
- rohs-heading: Dodržiavanie smernice RoHS.: [1503, 898, 1617, 908]
- warning-paragraph: [2252, 981, 2567, 1000]
- closing-warning-text: ak máte problémy s napájacím zdrojom, prestaňte ho používať, odpojte ho zo zásuvky a kontaktujte NGS pre pomoc.: [1503, 1099, 1837, 1117]
- weee-notice-body: Smernica o WEEE (Waste Electrical and Electronic Equipment, Odpad z elektrických a elektronických zariadení), ktorá vstúpila do platnosti ako európsky zákon dňa 14. 2. 2014, sa vzťahuje na spracovanie elektronických zariadení na konci ich životnosti. Prioritou je opätovné použitie, recyklácia a iné formy zhodnocovania týchto odpadov s cieľom znížiť ich likvidáciu. Logo WEEE sa nachádza v tejto časti.: [1556, 762, 1838, 808]
- closing-warning-text: εάν αντιμετωπίζετε προβλήματα με το τροφοδοτικό, σταματήστε να το χρησιμοποιείτε, αποσυνδέστε το από την πρίζα AC και επικοινωνήστε με την NGS για βοήθεια.: [1878, 1137, 2212, 1155]
- all-products-heading: Para todos los productos:: [1499, 74, 1598, 83]
- weee-notice-text: [434, 762, 724, 817]
- warning-label: ΠΡΟΕΙΔΟΠΟΙΗΣΗ:: [1878, 971, 1942, 980]
- list-item: 2. Používejte jej pouze v uzavřených a suchých prostorách; vyhněte se nabíjení v blízkosti zdrojů tepla a vlhkosti.: [1143, 976, 1479, 995]
- language-section-pt: [8, 638, 358, 1231]
- phone-icon: [132, 183, 206, 306]
- weee-notice-text: [1926, 138, 2215, 184]
- list-item: 9. Trzymaj to urządzenie poza zasięgiem dzieci, aby zapobiec jego użyciu jako zabawki.: [396, 1091, 732, 1101]
- list-item: 3. Κρατήστε το τροφοδοτικό μακριά από υγρά ή υγρασία.: [1891, 1033, 2228, 1043]
- all-products-list: [752, 85, 1102, 123]
- charging-illustration: [8, 18, 722, 606]
- warnings-list: [8, 976, 358, 1091]
- rohs-heading: Splnění směrnice RoHS.: [1129, 898, 1222, 908]
- list-item: 3. Observe the warnings.: [765, 104, 1102, 114]
